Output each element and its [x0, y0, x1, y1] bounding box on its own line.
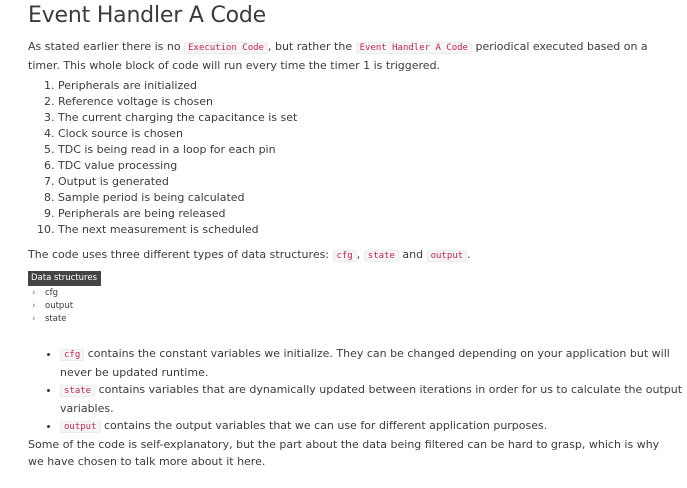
intro-text-1: As stated earlier there is no [28, 40, 185, 53]
step-item: 2. Reference voltage is chosen [58, 94, 297, 110]
inline-code-state: state [364, 250, 399, 262]
closing-paragraph: Some of the code is self-explanatory, but the part about the data being filtered can be hard to grasp, which is why we have chosen to talk more about it here. [28, 438, 660, 468]
step-item: 3. The current charging the capacitance is set [58, 110, 297, 126]
intro-paragraph [28, 38, 673, 74]
uses-separator: and [398, 248, 427, 261]
step-item: 9. Peripherals are being released [58, 206, 297, 222]
step-item: 10. The next measurement is scheduled [58, 222, 297, 238]
inline-code-output: output [60, 421, 101, 433]
description-item-output [60, 417, 687, 436]
description-text: contains the constant variables we initialize. They can be changed depending on your application but will never be updated runtime. [60, 347, 670, 379]
intro-text-2: , but rather the [267, 40, 356, 53]
page-title: Event Handler A Code [28, 3, 267, 28]
tree-item-state[interactable] [32, 313, 73, 326]
inline-code-execution: Execution Code [184, 42, 268, 54]
step-item: 6. TDC value processing [58, 158, 297, 174]
structure-descriptions-list [28, 345, 687, 436]
inline-code-output: output [427, 250, 468, 262]
uses-text: The code uses three different types of data structures: [28, 248, 333, 261]
chevron-right-icon[interactable]: › [32, 314, 36, 324]
tree-item-label: output [45, 301, 74, 311]
data-structures-paragraph [28, 246, 471, 265]
description-item-cfg [60, 345, 687, 381]
step-item: 7. Output is generated [58, 174, 297, 190]
uses-separator: , [356, 248, 364, 261]
step-item: 8. Sample period is being calculated [58, 190, 297, 206]
tree-item-label: cfg [45, 288, 59, 298]
chevron-right-icon[interactable]: › [32, 288, 36, 298]
uses-end: . [467, 248, 471, 261]
data-structures-tree [32, 287, 73, 326]
intro-text-3: periodical executed based on a timer. This whole block of code will run every time the timer 1 is triggered. [28, 40, 648, 72]
description-text: contains the output variables that we can use for different application purposes. [100, 419, 548, 432]
tree-item-label: state [45, 314, 67, 324]
tree-item-output[interactable] [32, 300, 73, 313]
description-item-state [60, 381, 687, 417]
step-item: 5. TDC is being read in a loop for each pin [58, 142, 297, 158]
step-item: 1. Peripherals are initialized [58, 78, 297, 94]
inline-code-state: state [60, 385, 95, 397]
tree-item-cfg[interactable] [32, 287, 73, 300]
inline-code-event-handler: Event Handler A Code [356, 42, 472, 54]
data-structures-header: Data structures [28, 271, 101, 286]
description-text: contains variables that are dynamically updated between iterations in order for us to calculate the output variables. [60, 383, 683, 415]
chevron-right-icon[interactable]: › [32, 301, 36, 311]
inline-code-cfg: cfg [60, 349, 84, 361]
steps-list [28, 78, 297, 238]
step-item: 4. Clock source is chosen [58, 126, 297, 142]
inline-code-cfg: cfg [333, 250, 357, 262]
